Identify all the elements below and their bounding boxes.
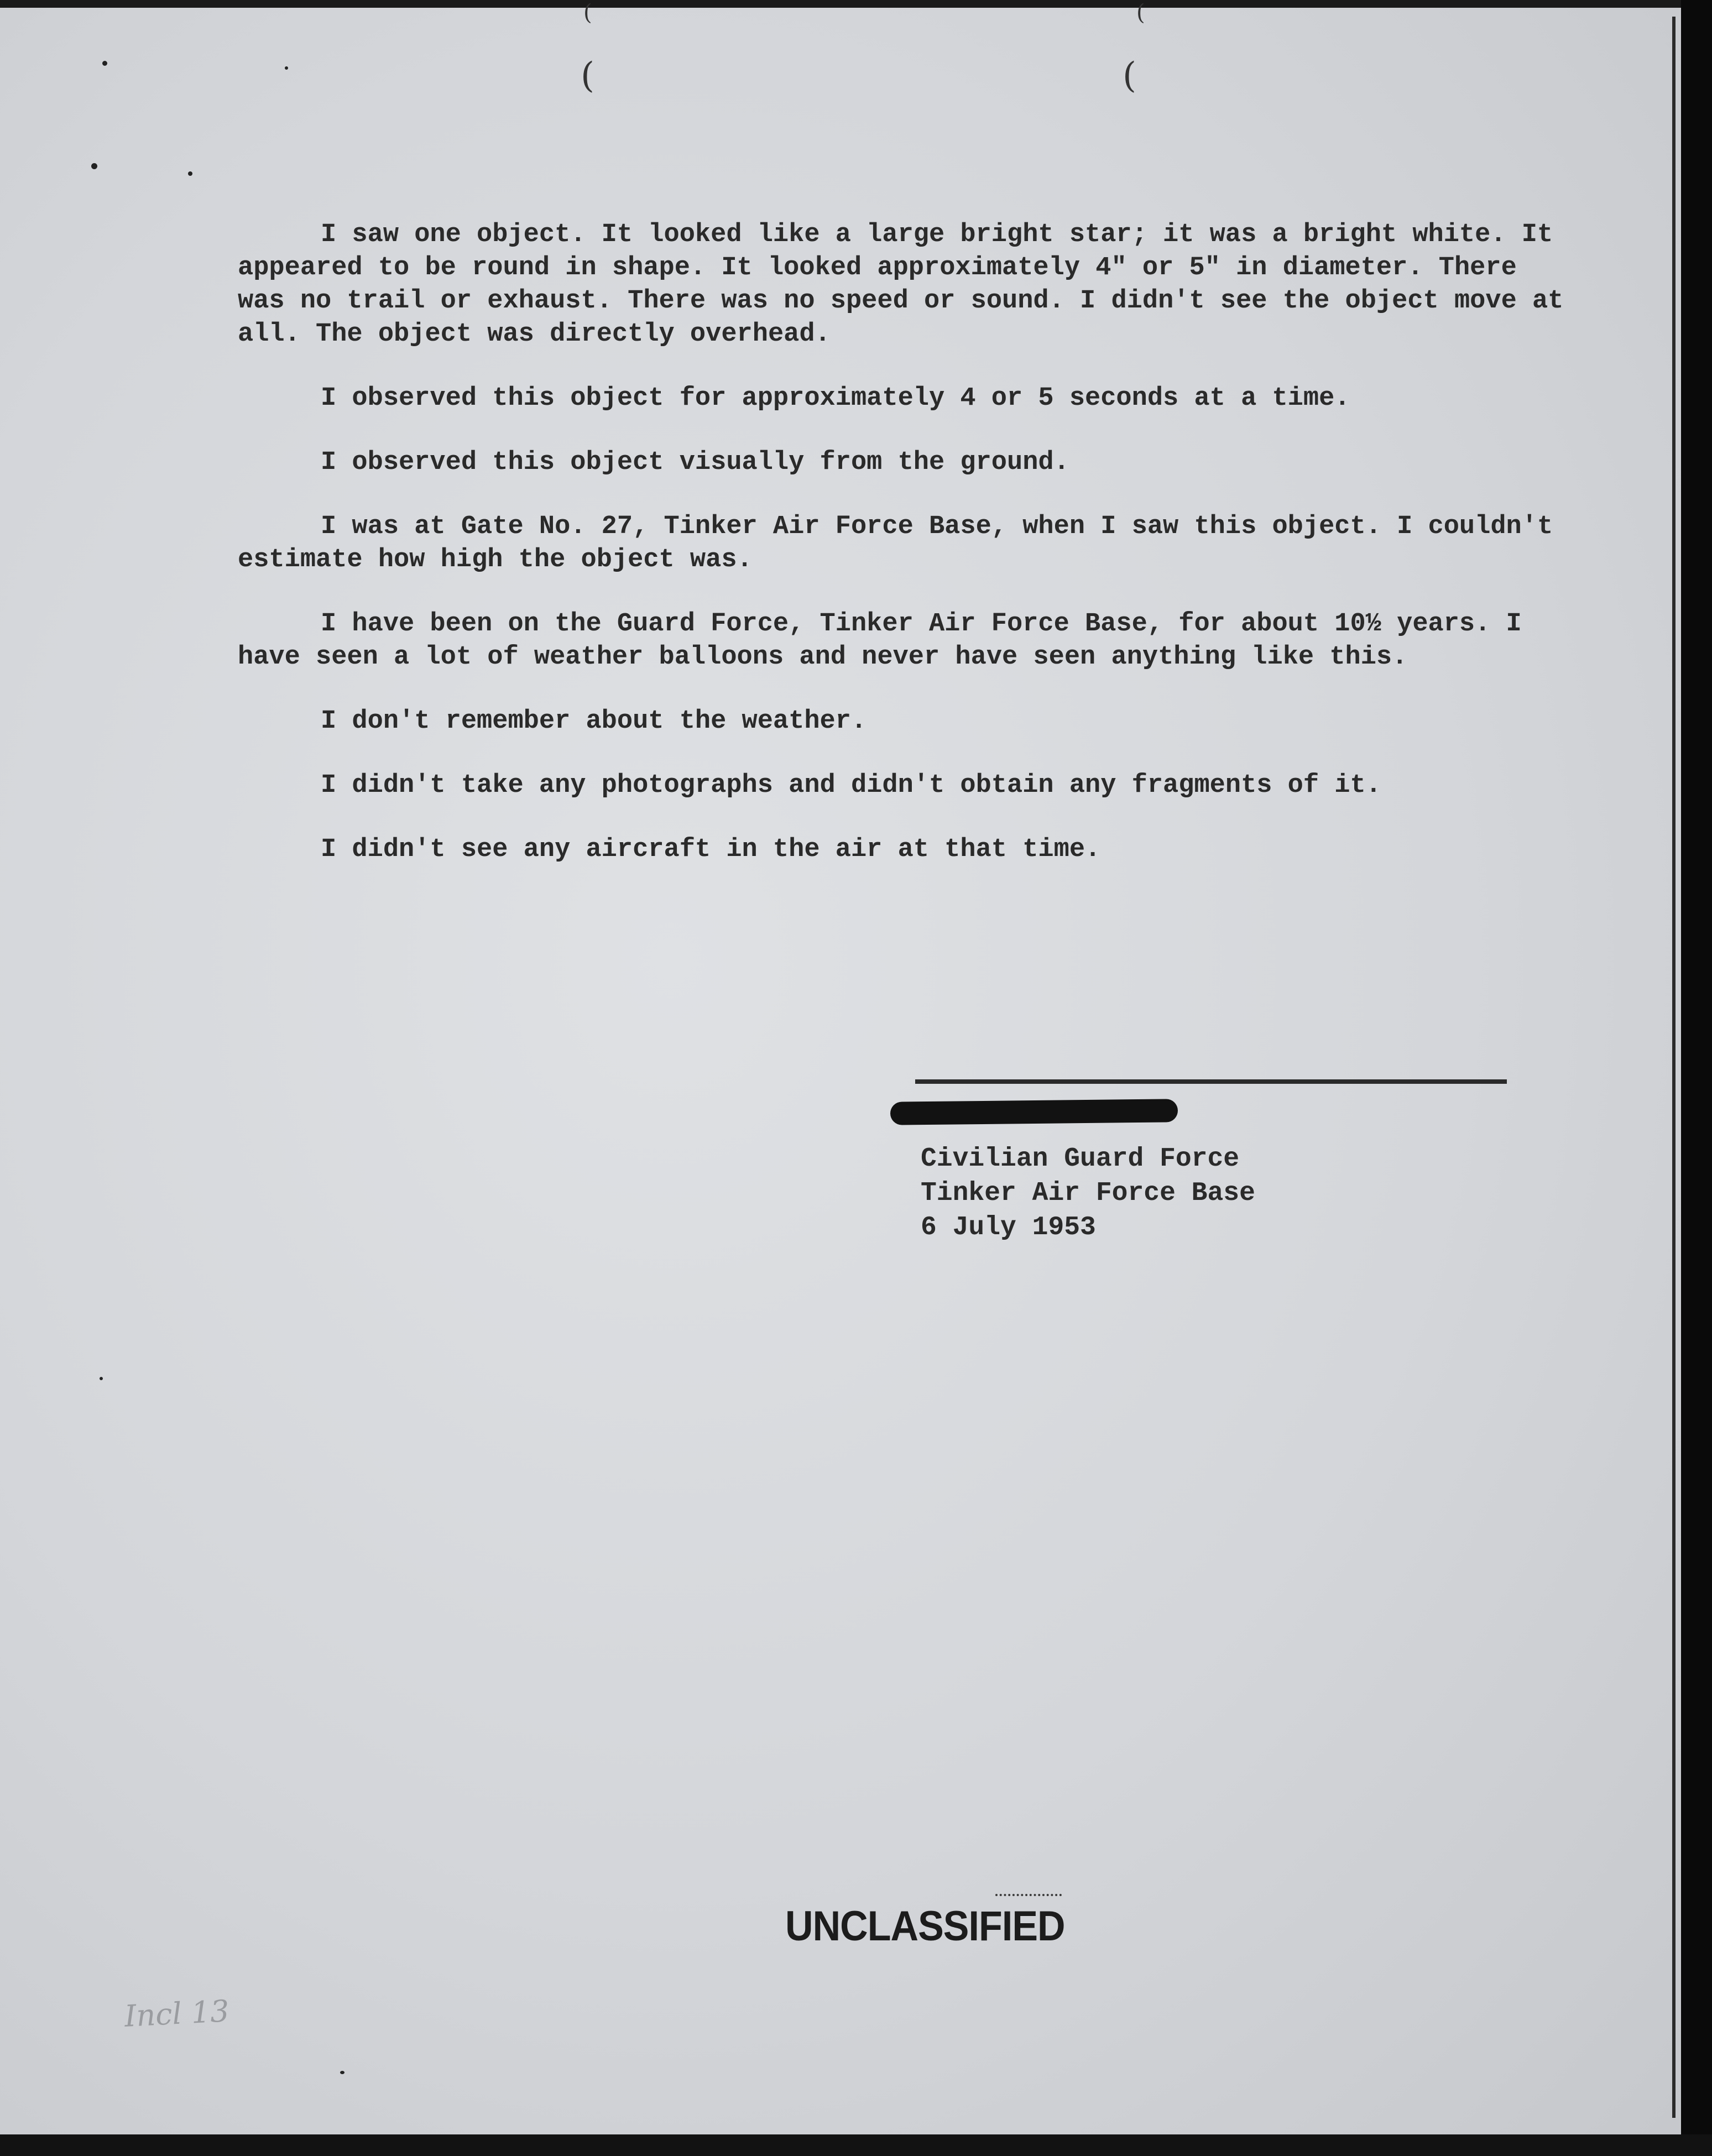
statement-paragraph: I was at Gate No. 27, Tinker Air Force Base, when I saw this object. I couldn't estimate how high the object was. [238, 512, 1553, 575]
signature-block [921, 1142, 1255, 1245]
punch-mark: ( [583, 0, 592, 25]
statement-paragraph: I don't remember about the weather. [321, 707, 867, 736]
punch-mark: ( [1123, 55, 1136, 96]
scan-speck [340, 2071, 345, 2074]
classification-stamp: UNCLASSIFIED [785, 1903, 1065, 1950]
statement-paragraph: I didn't take any photographs and didn't obtain any fragments of it. [321, 771, 1381, 800]
statement-paragraph: I didn't see any aircraft in the air at that time. [321, 835, 1101, 864]
scan-speck [91, 163, 97, 169]
statement-paragraph: I saw one object. It looked like a large bright star; it was a bright white. It appeared to be round in shape. It looked approximately 4" or 5" in diameter. There was no trail or exhaust. There was no speed or sound. I didn't see the object move at all. The object was directly overhead. [238, 220, 1564, 349]
scan-margin-line [1672, 17, 1676, 2118]
statement-paragraph: I observed this object visually from the ground. [321, 448, 1069, 477]
scan-bottom-border [0, 2134, 1712, 2156]
signature-line [915, 1079, 1507, 1084]
statement-paragraph: I have been on the Guard Force, Tinker Air Force Base, for about 10½ years. I have seen a lot of weather balloons and never have seen anything like this. [238, 609, 1522, 672]
signature-date: 6 July 1953 [921, 1213, 1096, 1243]
signature-organization: Civilian Guard Force [921, 1144, 1240, 1174]
scan-speck [102, 61, 107, 66]
redacted-name [890, 1099, 1178, 1125]
punch-mark: ( [581, 55, 594, 96]
stamp-dots [995, 1894, 1062, 1896]
statement-paragraph: I observed this object for approximately 4 or 5 seconds at a time. [321, 384, 1350, 413]
scan-right-border [1681, 0, 1712, 2156]
scan-speck [100, 1377, 103, 1380]
statement-body [238, 218, 1576, 897]
scan-speck [285, 66, 288, 70]
punch-mark: ( [1136, 0, 1145, 25]
scan-top-edge [0, 0, 1681, 8]
handwritten-note: Incl 13 [123, 1993, 231, 2034]
scan-speck [188, 171, 192, 176]
signature-base: Tinker Air Force Base [921, 1178, 1255, 1208]
